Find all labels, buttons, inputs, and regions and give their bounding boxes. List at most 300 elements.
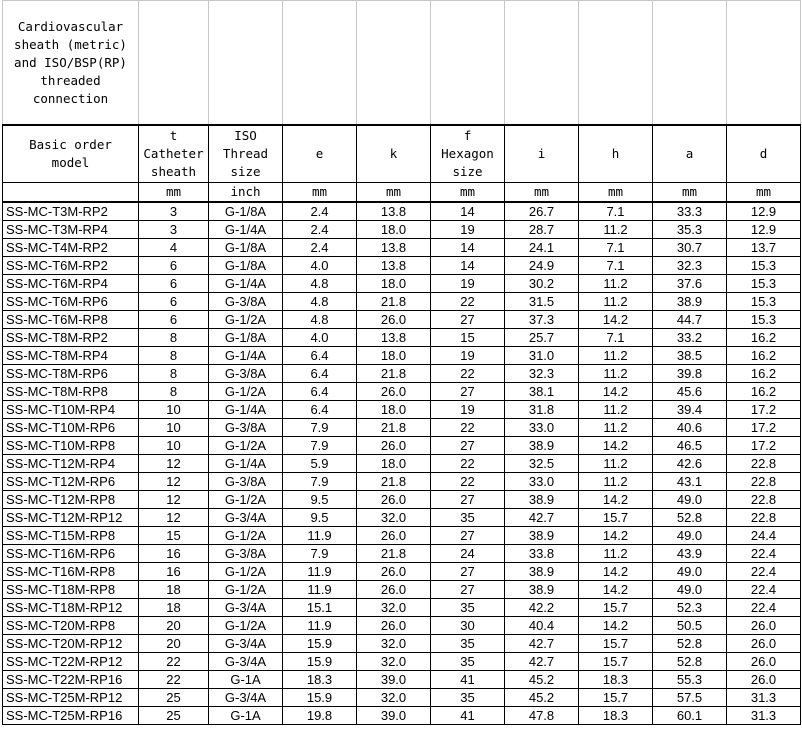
cell-d: 15.3 (727, 275, 801, 293)
cell-h: 14.2 (579, 311, 653, 329)
cell-e: 4.0 (283, 329, 357, 347)
cell-h: 11.2 (579, 401, 653, 419)
cell-h: 11.2 (579, 293, 653, 311)
cell-i: 38.9 (505, 527, 579, 545)
cell-i: 42.7 (505, 653, 579, 671)
cell-thread: G-3/4A (209, 689, 283, 707)
cell-e: 15.9 (283, 689, 357, 707)
cell-e: 6.4 (283, 401, 357, 419)
table-row (3, 689, 801, 707)
cell-d: 15.3 (727, 257, 801, 275)
cell-t: 12 (139, 509, 209, 527)
cell-t: 16 (139, 545, 209, 563)
cell-d: 22.8 (727, 509, 801, 527)
cell-a: 44.7 (653, 311, 727, 329)
unit-cell: inch (209, 183, 283, 203)
table-row (3, 293, 801, 311)
cell-t: 12 (139, 491, 209, 509)
cell-k: 26.0 (357, 581, 431, 599)
table-row (3, 202, 801, 221)
cell-t: 3 (139, 202, 209, 221)
cell-thread: G-1/8A (209, 257, 283, 275)
cell-model: SS-MC-T8M-RP4 (3, 347, 139, 365)
cell-f: 41 (431, 671, 505, 689)
cell-k: 21.8 (357, 419, 431, 437)
cell-a: 33.3 (653, 202, 727, 221)
cell-e: 15.9 (283, 635, 357, 653)
cell-i: 24.9 (505, 257, 579, 275)
cell-h: 11.2 (579, 455, 653, 473)
cell-model: SS-MC-T8M-RP6 (3, 365, 139, 383)
cell-t: 18 (139, 599, 209, 617)
cell-d: 24.4 (727, 527, 801, 545)
cell-i: 24.1 (505, 239, 579, 257)
unit-cell: mm (357, 183, 431, 203)
cell-f: 27 (431, 491, 505, 509)
cell-f: 22 (431, 419, 505, 437)
cell-thread: G-1/2A (209, 491, 283, 509)
cell-i: 45.2 (505, 689, 579, 707)
cell-i: 42.7 (505, 509, 579, 527)
cell-model: SS-MC-T6M-RP4 (3, 275, 139, 293)
cell-t: 6 (139, 257, 209, 275)
cell-model: SS-MC-T10M-RP4 (3, 401, 139, 419)
cell-i: 47.8 (505, 707, 579, 725)
column-header-model: Basic order model (3, 125, 139, 183)
cell-thread: G-1/2A (209, 437, 283, 455)
cell-e: 7.9 (283, 545, 357, 563)
cell-a: 60.1 (653, 707, 727, 725)
cell-k: 39.0 (357, 671, 431, 689)
cell-e: 7.9 (283, 437, 357, 455)
cell-model: SS-MC-T20M-RP12 (3, 635, 139, 653)
cell-k: 13.8 (357, 257, 431, 275)
cell-t: 6 (139, 275, 209, 293)
cell-thread: G-3/8A (209, 419, 283, 437)
cell-h: 14.2 (579, 563, 653, 581)
cell-h: 15.7 (579, 509, 653, 527)
cell-a: 52.3 (653, 599, 727, 617)
cell-a: 49.0 (653, 527, 727, 545)
cell-t: 6 (139, 293, 209, 311)
table-row (3, 221, 801, 239)
cell-thread: G-1/4A (209, 275, 283, 293)
cell-t: 12 (139, 473, 209, 491)
cell-d: 16.2 (727, 383, 801, 401)
cell-i: 31.0 (505, 347, 579, 365)
cell-f: 14 (431, 239, 505, 257)
title-spacer-cell (283, 1, 357, 126)
cell-i: 38.9 (505, 437, 579, 455)
cell-e: 6.4 (283, 347, 357, 365)
cell-t: 10 (139, 437, 209, 455)
cell-k: 21.8 (357, 473, 431, 491)
cell-model: SS-MC-T3M-RP2 (3, 202, 139, 221)
cell-e: 18.3 (283, 671, 357, 689)
cell-model: SS-MC-T3M-RP4 (3, 221, 139, 239)
table-row (3, 275, 801, 293)
cell-thread: G-1/2A (209, 527, 283, 545)
cell-k: 18.0 (357, 401, 431, 419)
table-row (3, 617, 801, 635)
cell-t: 6 (139, 311, 209, 329)
cell-d: 22.8 (727, 455, 801, 473)
cell-f: 27 (431, 563, 505, 581)
cell-model: SS-MC-T16M-RP6 (3, 545, 139, 563)
cell-f: 22 (431, 473, 505, 491)
cell-h: 15.7 (579, 599, 653, 617)
cell-h: 18.3 (579, 707, 653, 725)
cell-a: 55.3 (653, 671, 727, 689)
cell-a: 52.8 (653, 635, 727, 653)
column-header-a: a (653, 125, 727, 183)
cell-e: 2.4 (283, 239, 357, 257)
cell-model: SS-MC-T18M-RP8 (3, 581, 139, 599)
cell-e: 19.8 (283, 707, 357, 725)
cell-e: 6.4 (283, 383, 357, 401)
cell-t: 4 (139, 239, 209, 257)
cell-d: 16.2 (727, 365, 801, 383)
cell-h: 7.1 (579, 202, 653, 221)
cell-f: 35 (431, 689, 505, 707)
title-spacer-cell (139, 1, 209, 126)
unit-cell: mm (431, 183, 505, 203)
table-row (3, 509, 801, 527)
cell-thread: G-1A (209, 707, 283, 725)
cell-k: 32.0 (357, 509, 431, 527)
cell-a: 42.6 (653, 455, 727, 473)
cell-thread: G-1/8A (209, 202, 283, 221)
title-row (3, 1, 801, 126)
cell-h: 7.1 (579, 239, 653, 257)
cell-e: 4.8 (283, 311, 357, 329)
cell-k: 32.0 (357, 599, 431, 617)
column-header-i: i (505, 125, 579, 183)
cell-thread: G-1/8A (209, 329, 283, 347)
table-row (3, 239, 801, 257)
cell-e: 4.8 (283, 293, 357, 311)
cell-h: 14.2 (579, 437, 653, 455)
cell-a: 37.6 (653, 275, 727, 293)
cell-k: 32.0 (357, 689, 431, 707)
cell-k: 26.0 (357, 437, 431, 455)
cell-model: SS-MC-T12M-RP4 (3, 455, 139, 473)
cell-t: 18 (139, 581, 209, 599)
table-row (3, 437, 801, 455)
cell-k: 26.0 (357, 527, 431, 545)
cell-e: 11.9 (283, 581, 357, 599)
cell-i: 31.8 (505, 401, 579, 419)
cell-f: 19 (431, 401, 505, 419)
cell-i: 33.0 (505, 419, 579, 437)
spec-table (2, 0, 801, 725)
cell-a: 49.0 (653, 581, 727, 599)
cell-f: 27 (431, 581, 505, 599)
cell-model: SS-MC-T12M-RP6 (3, 473, 139, 491)
cell-thread: G-1/4A (209, 347, 283, 365)
cell-f: 24 (431, 545, 505, 563)
cell-model: SS-MC-T8M-RP2 (3, 329, 139, 347)
cell-e: 11.9 (283, 617, 357, 635)
column-header-row (3, 125, 801, 183)
cell-d: 12.9 (727, 221, 801, 239)
cell-t: 16 (139, 563, 209, 581)
cell-k: 26.0 (357, 491, 431, 509)
cell-f: 19 (431, 347, 505, 365)
cell-e: 5.9 (283, 455, 357, 473)
cell-f: 35 (431, 509, 505, 527)
cell-model: SS-MC-T20M-RP8 (3, 617, 139, 635)
cell-d: 16.2 (727, 347, 801, 365)
cell-h: 18.3 (579, 671, 653, 689)
cell-model: SS-MC-T15M-RP8 (3, 527, 139, 545)
cell-d: 31.3 (727, 689, 801, 707)
cell-model: SS-MC-T6M-RP6 (3, 293, 139, 311)
column-header-thread: ISO Thread size (209, 125, 283, 183)
cell-thread: G-1/2A (209, 581, 283, 599)
table-row (3, 653, 801, 671)
cell-t: 12 (139, 455, 209, 473)
table-row (3, 635, 801, 653)
cell-k: 18.0 (357, 455, 431, 473)
unit-cell: mm (283, 183, 357, 203)
cell-d: 17.2 (727, 437, 801, 455)
cell-f: 27 (431, 311, 505, 329)
cell-e: 9.5 (283, 491, 357, 509)
cell-a: 57.5 (653, 689, 727, 707)
cell-model: SS-MC-T10M-RP6 (3, 419, 139, 437)
cell-thread: G-1/4A (209, 221, 283, 239)
cell-f: 15 (431, 329, 505, 347)
cell-f: 35 (431, 635, 505, 653)
cell-e: 7.9 (283, 419, 357, 437)
cell-h: 11.2 (579, 365, 653, 383)
cell-f: 27 (431, 527, 505, 545)
cell-d: 22.4 (727, 545, 801, 563)
cell-h: 11.2 (579, 545, 653, 563)
cell-e: 15.9 (283, 653, 357, 671)
cell-k: 39.0 (357, 707, 431, 725)
cell-h: 11.2 (579, 419, 653, 437)
cell-a: 35.3 (653, 221, 727, 239)
cell-f: 27 (431, 437, 505, 455)
cell-thread: G-3/4A (209, 599, 283, 617)
table-row (3, 401, 801, 419)
cell-a: 39.4 (653, 401, 727, 419)
cell-h: 15.7 (579, 689, 653, 707)
cell-i: 25.7 (505, 329, 579, 347)
cell-a: 49.0 (653, 491, 727, 509)
cell-d: 15.3 (727, 311, 801, 329)
table-row (3, 455, 801, 473)
cell-h: 14.2 (579, 383, 653, 401)
cell-thread: G-1/4A (209, 455, 283, 473)
title-spacer-cell (579, 1, 653, 126)
cell-i: 32.3 (505, 365, 579, 383)
cell-thread: G-1A (209, 671, 283, 689)
title-spacer-cell (653, 1, 727, 126)
cell-h: 7.1 (579, 329, 653, 347)
cell-t: 22 (139, 671, 209, 689)
cell-k: 32.0 (357, 635, 431, 653)
cell-a: 38.5 (653, 347, 727, 365)
cell-f: 19 (431, 221, 505, 239)
table-row (3, 329, 801, 347)
cell-thread: G-1/2A (209, 617, 283, 635)
cell-model: SS-MC-T6M-RP2 (3, 257, 139, 275)
cell-thread: G-3/8A (209, 545, 283, 563)
cell-model: SS-MC-T18M-RP12 (3, 599, 139, 617)
cell-t: 25 (139, 689, 209, 707)
cell-a: 40.6 (653, 419, 727, 437)
table-row (3, 347, 801, 365)
cell-model: SS-MC-T12M-RP8 (3, 491, 139, 509)
cell-model: SS-MC-T22M-RP12 (3, 653, 139, 671)
cell-k: 26.0 (357, 311, 431, 329)
unit-cell: mm (139, 183, 209, 203)
table-row (3, 707, 801, 725)
unit-cell: mm (653, 183, 727, 203)
cell-d: 22.4 (727, 581, 801, 599)
cell-h: 15.7 (579, 653, 653, 671)
cell-thread: G-3/4A (209, 635, 283, 653)
cell-h: 11.2 (579, 275, 653, 293)
cell-f: 14 (431, 257, 505, 275)
cell-e: 11.9 (283, 527, 357, 545)
cell-i: 28.7 (505, 221, 579, 239)
cell-d: 26.0 (727, 653, 801, 671)
cell-model: SS-MC-T4M-RP2 (3, 239, 139, 257)
table-row (3, 257, 801, 275)
cell-a: 43.9 (653, 545, 727, 563)
cell-thread: G-1/2A (209, 383, 283, 401)
cell-i: 37.3 (505, 311, 579, 329)
title-spacer-cell (431, 1, 505, 126)
cell-t: 25 (139, 707, 209, 725)
cell-thread: G-3/8A (209, 365, 283, 383)
column-header-d: d (727, 125, 801, 183)
cell-thread: G-1/4A (209, 401, 283, 419)
cell-a: 38.9 (653, 293, 727, 311)
cell-f: 27 (431, 383, 505, 401)
cell-f: 22 (431, 293, 505, 311)
cell-f: 35 (431, 653, 505, 671)
cell-thread: G-1/2A (209, 311, 283, 329)
cell-k: 21.8 (357, 545, 431, 563)
cell-i: 38.9 (505, 491, 579, 509)
cell-t: 8 (139, 329, 209, 347)
table-row (3, 473, 801, 491)
cell-i: 42.7 (505, 635, 579, 653)
cell-e: 2.4 (283, 221, 357, 239)
cell-k: 21.8 (357, 293, 431, 311)
cell-d: 22.8 (727, 491, 801, 509)
cell-t: 15 (139, 527, 209, 545)
cell-f: 22 (431, 365, 505, 383)
cell-t: 20 (139, 617, 209, 635)
unit-cell: mm (505, 183, 579, 203)
cell-model: SS-MC-T12M-RP12 (3, 509, 139, 527)
table-row (3, 671, 801, 689)
cell-k: 21.8 (357, 365, 431, 383)
cell-k: 18.0 (357, 221, 431, 239)
cell-model: SS-MC-T6M-RP8 (3, 311, 139, 329)
unit-cell: mm (579, 183, 653, 203)
cell-thread: G-3/8A (209, 293, 283, 311)
cell-k: 13.8 (357, 202, 431, 221)
cell-h: 14.2 (579, 527, 653, 545)
cell-model: SS-MC-T25M-RP16 (3, 707, 139, 725)
cell-d: 26.0 (727, 671, 801, 689)
cell-a: 45.6 (653, 383, 727, 401)
cell-k: 13.8 (357, 329, 431, 347)
cell-h: 15.7 (579, 635, 653, 653)
cell-k: 26.0 (357, 383, 431, 401)
cell-h: 11.2 (579, 221, 653, 239)
cell-k: 26.0 (357, 563, 431, 581)
cell-e: 11.9 (283, 563, 357, 581)
title-spacer-cell (209, 1, 283, 126)
cell-e: 9.5 (283, 509, 357, 527)
cell-i: 31.5 (505, 293, 579, 311)
unit-cell (3, 183, 139, 203)
cell-k: 18.0 (357, 275, 431, 293)
cell-d: 16.2 (727, 329, 801, 347)
cell-f: 14 (431, 202, 505, 221)
unit-cell: mm (727, 183, 801, 203)
cell-thread: G-3/4A (209, 509, 283, 527)
table-row (3, 563, 801, 581)
cell-a: 52.8 (653, 509, 727, 527)
cell-d: 22.4 (727, 563, 801, 581)
cell-thread: G-1/2A (209, 563, 283, 581)
cell-i: 32.5 (505, 455, 579, 473)
cell-i: 38.9 (505, 581, 579, 599)
table-row (3, 581, 801, 599)
cell-k: 26.0 (357, 617, 431, 635)
cell-f: 30 (431, 617, 505, 635)
column-header-h: h (579, 125, 653, 183)
cell-d: 31.3 (727, 707, 801, 725)
cell-f: 41 (431, 707, 505, 725)
cell-e: 6.4 (283, 365, 357, 383)
cell-h: 7.1 (579, 257, 653, 275)
cell-thread: G-3/8A (209, 473, 283, 491)
cell-t: 8 (139, 347, 209, 365)
table-row (3, 383, 801, 401)
cell-i: 38.1 (505, 383, 579, 401)
cell-a: 49.0 (653, 563, 727, 581)
column-header-e: e (283, 125, 357, 183)
unit-row (3, 183, 801, 203)
cell-h: 14.2 (579, 491, 653, 509)
cell-model: SS-MC-T16M-RP8 (3, 563, 139, 581)
cell-d: 12.9 (727, 202, 801, 221)
cell-t: 10 (139, 419, 209, 437)
cell-t: 8 (139, 365, 209, 383)
cell-a: 43.1 (653, 473, 727, 491)
cell-i: 40.4 (505, 617, 579, 635)
cell-e: 7.9 (283, 473, 357, 491)
table-row (3, 491, 801, 509)
cell-e: 2.4 (283, 202, 357, 221)
cell-t: 10 (139, 401, 209, 419)
column-header-k: k (357, 125, 431, 183)
table-row (3, 311, 801, 329)
cell-i: 42.2 (505, 599, 579, 617)
table-row (3, 419, 801, 437)
table-title: Cardiovascular sheath (metric) and ISO/BSP(RP) threaded connection (3, 1, 139, 126)
